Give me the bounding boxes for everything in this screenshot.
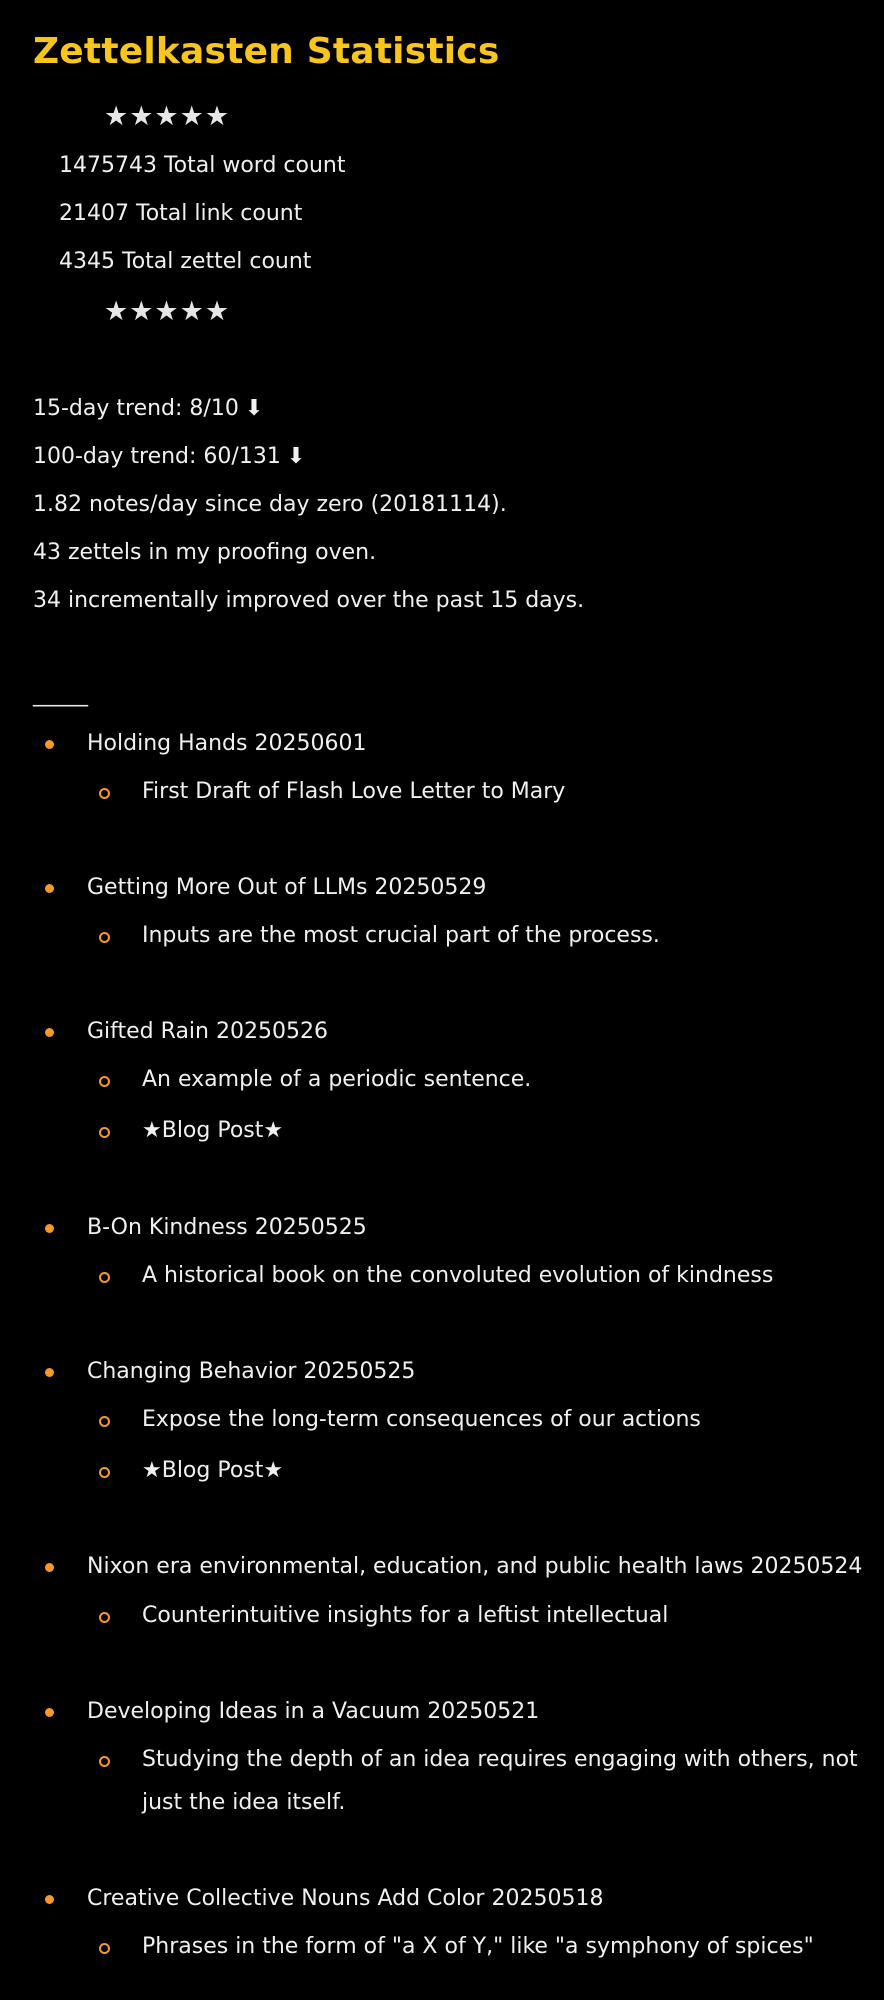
bullet-icon	[45, 1563, 54, 1572]
sub-bullet-icon	[99, 1756, 110, 1767]
zettel-link-holding-hands[interactable]: Holding Hands 20250601	[87, 731, 367, 756]
trend-100-day	[33, 437, 305, 477]
stat-link-count	[59, 194, 302, 234]
sub-bullet-icon	[99, 1467, 110, 1478]
sub-bullet-icon	[99, 932, 110, 943]
down-arrow-icon: ⬇	[244, 396, 264, 421]
stat-value: 1475743	[59, 153, 157, 178]
blog-post-link[interactable]: ★Blog Post★	[142, 1458, 284, 1483]
sub-bullet-icon	[99, 1416, 110, 1427]
sub-bullet-icon	[99, 788, 110, 799]
stat-label: Total link count	[136, 201, 303, 226]
zettel-summary: Studying the depth of an idea requires engaging with others, not just the idea itself.	[142, 1747, 858, 1815]
zettel-summary: A historical book on the convoluted evolution of kindness	[142, 1263, 774, 1288]
bullet-icon	[45, 740, 54, 749]
trend-100-day-text: 100-day trend: 60/131	[33, 444, 281, 469]
zettel-summary: Phrases in the form of "a X of Y," like "a symphony of spices"	[142, 1934, 814, 1959]
zettel-summary: Expose the long-term consequences of our actions	[142, 1407, 701, 1432]
trend-15-day	[33, 389, 263, 429]
notes-per-day: 1.82 notes/day since day zero (20181114).	[33, 492, 507, 517]
sub-bullet-icon	[99, 1612, 110, 1623]
sub-bullet-icon	[99, 1076, 110, 1087]
zettel-summary: Counterintuitive insights for a leftist intellectual	[142, 1603, 669, 1628]
sub-bullet-icon	[99, 1272, 110, 1283]
sub-bullet-icon	[99, 1127, 110, 1138]
zettel-link-developing-ideas[interactable]: Developing Ideas in a Vacuum 20250521	[87, 1699, 540, 1724]
bullet-icon	[45, 1028, 54, 1037]
zettel-link-getting-more-out-of-llms[interactable]: Getting More Out of LLMs 20250529	[87, 875, 487, 900]
proofing-oven-count: 43 zettels in my proofing oven.	[33, 540, 377, 565]
stat-word-count	[59, 146, 346, 186]
zettel-summary: First Draft of Flash Love Letter to Mary	[142, 779, 566, 804]
bullet-icon	[45, 1895, 54, 1904]
zettel-summary: An example of a periodic sentence.	[142, 1067, 532, 1092]
zettel-link-changing-behavior[interactable]: Changing Behavior 20250525	[87, 1359, 416, 1384]
stars-bottom-decoration: ★★★★★	[104, 296, 231, 327]
bullet-icon	[45, 1224, 54, 1233]
sub-bullet-icon	[99, 1943, 110, 1954]
stat-value: 21407	[59, 201, 129, 226]
stat-value: 4345	[59, 249, 115, 274]
bullet-icon	[45, 884, 54, 893]
stars-top-decoration: ★★★★★	[104, 101, 231, 132]
down-arrow-icon: ⬇	[286, 444, 306, 469]
bullet-icon	[45, 1368, 54, 1377]
blog-post-link[interactable]: ★Blog Post★	[142, 1118, 284, 1143]
zettel-link-on-kindness[interactable]: B-On Kindness 20250525	[87, 1215, 367, 1240]
bullet-icon	[45, 1708, 54, 1717]
zettel-link-creative-collective-nouns[interactable]: Creative Collective Nouns Add Color 20250518	[87, 1886, 604, 1911]
incremental-improvements: 34 incrementally improved over the past 15 days.	[33, 588, 585, 613]
page-title: Zettelkasten Statistics	[33, 31, 500, 72]
section-divider: _____	[33, 682, 88, 707]
zettel-summary: Inputs are the most crucial part of the process.	[142, 923, 660, 948]
stat-label: Total word count	[163, 153, 346, 178]
trend-15-day-text: 15-day trend: 8/10	[33, 396, 239, 421]
stat-label: Total zettel count	[122, 249, 312, 274]
zettel-link-gifted-rain[interactable]: Gifted Rain 20250526	[87, 1019, 328, 1044]
stat-zettel-count	[59, 242, 311, 282]
zettel-link-nixon-era-laws[interactable]: Nixon era environmental, education, and public health laws 20250524	[87, 1554, 863, 1579]
